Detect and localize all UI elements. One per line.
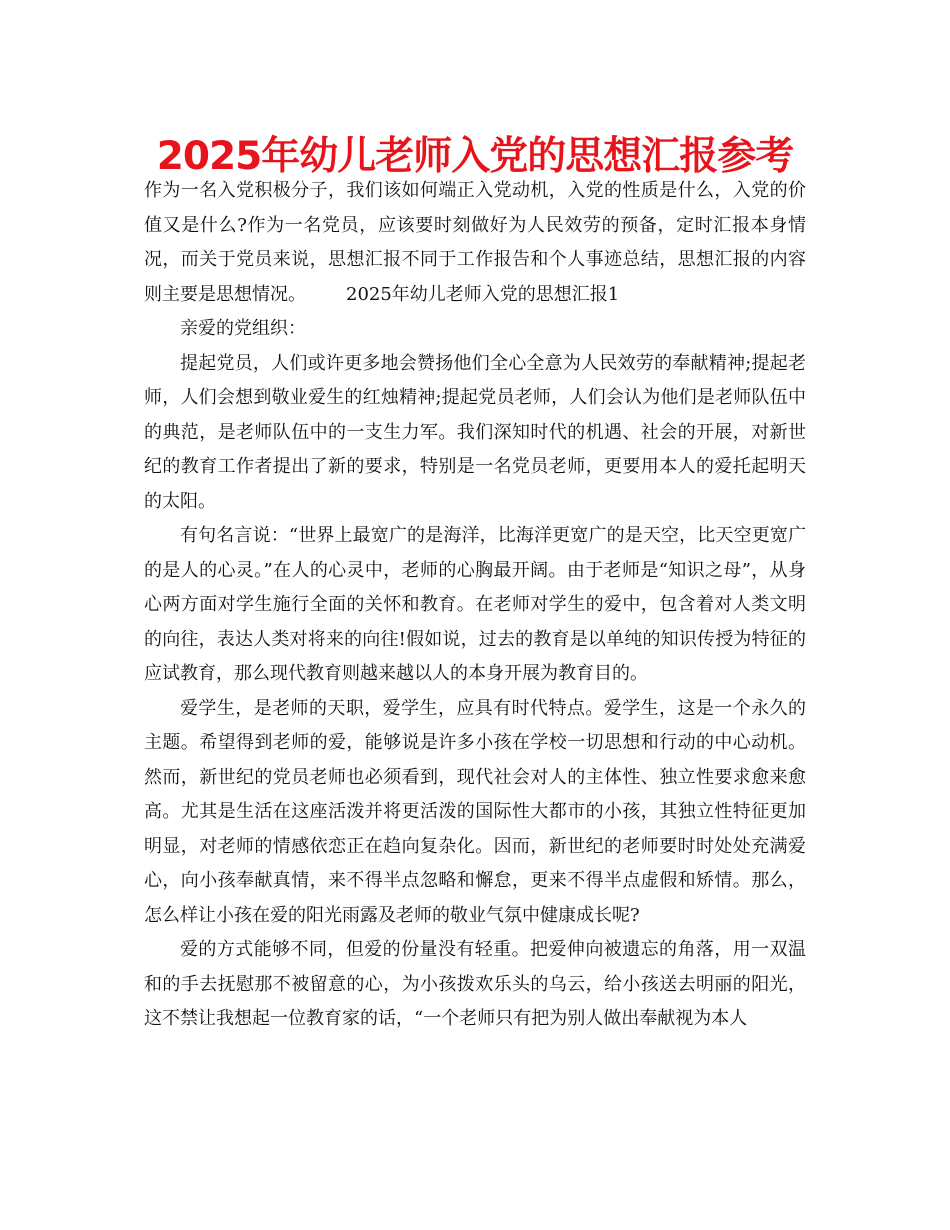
intro-paragraph <box>144 174 806 312</box>
document-body <box>144 174 806 1037</box>
document-title: 2025年幼儿老师入党的思想汇报参考 <box>156 134 794 179</box>
body-paragraph-1: 提起党员，人们或许更多地会赞扬他们全心全意为人民效劳的奉献精神;提起老师，人们会想到敬业爱生的红烛精神;提起党员老师，人们会认为他们是老师队伍中的典范，是老师队伍中的一支生力军。我们深知时代的机遇、社会的开展，对新世纪的教育工作者提出了新的要求，特别是一名党员老师，更要用本人的爱托起明天的太阳。 <box>144 352 806 512</box>
salutation: 亲爱的党组织： <box>180 318 306 339</box>
body-paragraph-2: 有句名言说：“世界上最宽广的是海洋，比海洋更宽广的是天空，比天空更宽广的是人的心灵。”在人的心灵中，老师的心胸最开阔。由于老师是“知识之母”，从身心两方面对学生施行全面的关怀和教育。在老师对学生的爱中，包含着对人类文明的向往，表达人类对将来的向往!假如说，过去的教育是以单纯的知识传授为特征的应试教育，那么现代教育则越来越以人的本身开展为教育目的。 <box>144 525 806 684</box>
body-paragraph-3: 爱学生，是老师的天职，爱学生，应具有时代特点。爱学生，这是一个永久的主题。希望得到老师的爱，能够说是许多小孩在学校一切思想和行动的中心动机。然而，新世纪的党员老师也必须看到，现代社会对人的主体性、独立性要求愈来愈高。尤其是生活在这座活泼并将更活泼的国际性大都市的小孩，其独立性特征更加明显，对老师的情感依恋正在趋向复杂化。因而，新世纪的老师要时时处处充满爱心，向小孩奉献真情，来不得半点忽略和懈怠，更来不得半点虚假和矫情。那么，怎么样让小孩在爱的阳光雨露及老师的敬业气氛中健康成长呢? <box>144 697 806 926</box>
intro-text: 作为一名入党积极分子，我们该如何端正入党动机，入党的性质是什么，入党的价值又是什么?作为一名党员，应该要时刻做好为人民效劳的预备，定时汇报本身情况，而关于党员来说，思想汇报不同于工作报告和个人事迹总结，思想汇报的内容则主要是思想情况。 <box>144 180 806 305</box>
section-heading: 2025年幼儿老师入党的思想汇报1 <box>346 283 620 305</box>
body-paragraph-4: 爱的方式能够不同，但爱的份量没有轻重。把爱伸向被遗忘的角落，用一双温和的手去抚慰那不被留意的心，为小孩拨欢乐头的乌云，给小孩送去明丽的阳光，这不禁让我想起一位教育家的话，“一个老师只有把为别人做出奉献视为本人 <box>144 939 806 1029</box>
